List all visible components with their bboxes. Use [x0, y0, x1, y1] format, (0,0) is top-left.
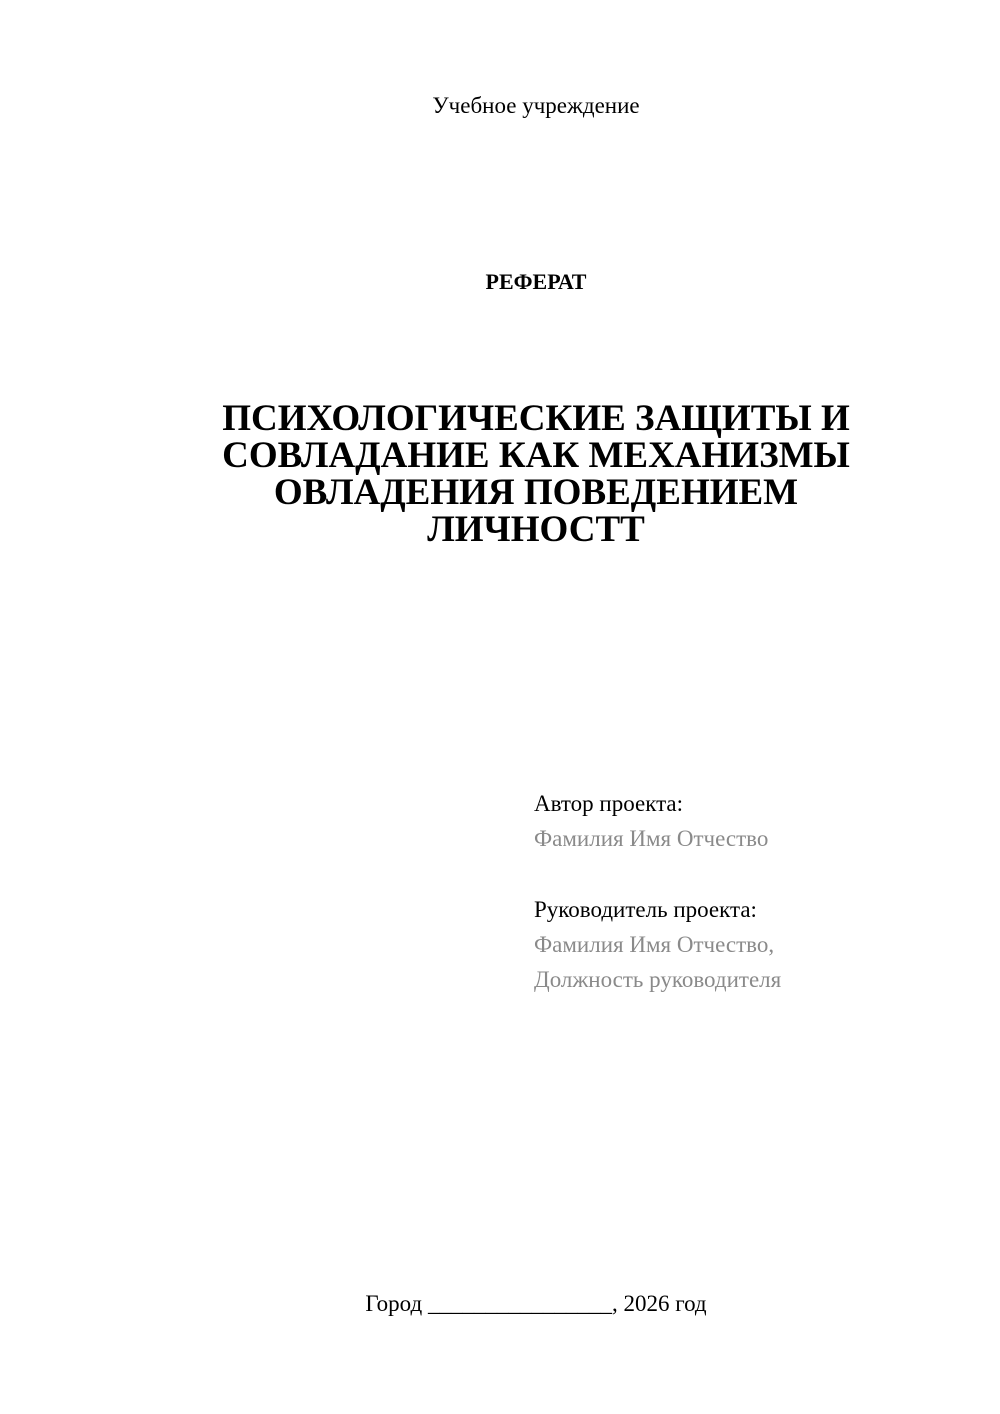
supervisor-name: Фамилия Имя Отчество,: [534, 932, 775, 957]
city-year-line: Город ________________, 2026 год: [365, 1291, 707, 1316]
institution-name: Учебное учреждение: [432, 93, 640, 118]
supervisor-block: [534, 892, 781, 997]
author-label: Автор проекта:: [534, 791, 683, 816]
supervisor-label: Руководитель проекта:: [534, 897, 757, 922]
author-name: Фамилия Имя Отчество: [534, 826, 769, 851]
title-line: ЛИЧНОСТТ: [427, 509, 645, 550]
author-block: [534, 786, 768, 856]
supervisor-position: Должность руководителя: [534, 967, 782, 992]
document-title: [172, 400, 900, 548]
document-type: РЕФЕРАТ: [485, 269, 587, 294]
title-line: ОВЛАДЕНИЯ ПОВЕДЕНИЕМ: [273, 472, 799, 513]
title-line: ПСИХОЛОГИЧЕСКИЕ ЗАЩИТЫ И: [222, 398, 850, 439]
title-line: СОВЛАДАНИЕ КАК МЕХАНИЗМЫ: [222, 435, 850, 476]
